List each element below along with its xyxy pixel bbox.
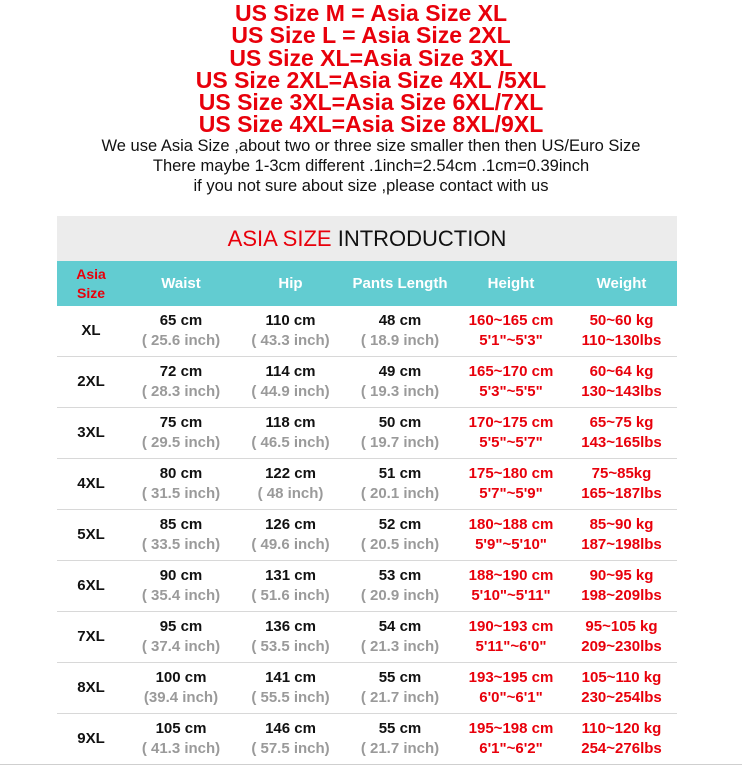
size-cell: 8XL — [57, 663, 125, 714]
pants-length-cell: 50 cm ( 19.7 inch) — [344, 408, 456, 459]
pants-length-cell: 53 cm ( 20.9 inch) — [344, 561, 456, 612]
hip-cell: 141 cm ( 55.5 inch) — [237, 663, 344, 714]
table-row — [57, 561, 677, 612]
header-height: Height — [456, 261, 566, 306]
waist-cell: 72 cm ( 28.3 inch) — [125, 357, 237, 408]
conversion-line: US Size XL=Asia Size 3XL — [229, 44, 513, 71]
header-asia-line2: Size — [76, 284, 105, 301]
header-hip: Hip — [237, 261, 344, 306]
header-asia-size — [57, 261, 125, 306]
weight-cell: 65~75 kg 143~165lbs — [566, 408, 677, 459]
table-row — [57, 408, 677, 459]
title-asia-size: ASIA SIZE — [227, 226, 332, 251]
pants-length-cell: 55 cm ( 21.7 inch) — [344, 714, 456, 765]
waist-cell: 85 cm ( 33.5 inch) — [125, 510, 237, 561]
note-line: We use Asia Size ,about two or three size smaller then then US/Euro Size — [101, 137, 641, 155]
pants-length-cell: 52 cm ( 20.5 inch) — [344, 510, 456, 561]
pants-length-cell: 55 cm ( 21.7 inch) — [344, 663, 456, 714]
hip-cell: 114 cm ( 44.9 inch) — [237, 357, 344, 408]
hip-cell: 136 cm ( 53.5 inch) — [237, 612, 344, 663]
height-cell: 180~188 cm 5'9"~5'10" — [456, 510, 566, 561]
pants-length-cell: 54 cm ( 21.3 inch) — [344, 612, 456, 663]
size-cell: 9XL — [57, 714, 125, 765]
size-chart-table — [57, 261, 677, 765]
table-row — [57, 459, 677, 510]
conversion-line: US Size 2XL=Asia Size 4XL /5XL — [195, 66, 547, 93]
table-row — [57, 663, 677, 714]
waist-cell: 95 cm ( 37.4 inch) — [125, 612, 237, 663]
header-waist: Waist — [125, 261, 237, 306]
weight-cell: 50~60 kg 110~130lbs — [566, 306, 677, 357]
hip-cell: 131 cm ( 51.6 inch) — [237, 561, 344, 612]
conversion-line: US Size M = Asia Size XL — [234, 0, 508, 26]
size-cell: XL — [57, 306, 125, 357]
header-row — [57, 261, 677, 306]
conversion-line: US Size 3XL=Asia Size 6XL/7XL — [198, 89, 544, 116]
height-cell: 190~193 cm 5'11"~6'0" — [456, 612, 566, 663]
waist-cell: 65 cm ( 25.6 inch) — [125, 306, 237, 357]
size-cell: 7XL — [57, 612, 125, 663]
height-cell: 188~190 cm 5'10"~5'11" — [456, 561, 566, 612]
size-conversion-list — [0, 2, 742, 136]
height-cell: 195~198 cm 6'1"~6'2" — [456, 714, 566, 765]
bottom-divider — [0, 764, 742, 765]
weight-cell: 90~95 kg 198~209lbs — [566, 561, 677, 612]
table-row — [57, 357, 677, 408]
table-row — [57, 510, 677, 561]
waist-cell: 90 cm ( 35.4 inch) — [125, 561, 237, 612]
conversion-line: US Size L = Asia Size 2XL — [231, 22, 511, 49]
weight-cell: 105~110 kg 230~254lbs — [566, 663, 677, 714]
hip-cell: 146 cm ( 57.5 inch) — [237, 714, 344, 765]
conversion-line: US Size 4XL=Asia Size 8XL/9XL — [198, 111, 544, 138]
table-row — [57, 714, 677, 765]
weight-cell: 75~85kg 165~187lbs — [566, 459, 677, 510]
pants-length-cell: 48 cm ( 18.9 inch) — [344, 306, 456, 357]
size-notes — [0, 136, 742, 196]
size-cell: 2XL — [57, 357, 125, 408]
hip-cell: 122 cm ( 48 inch) — [237, 459, 344, 510]
hip-cell: 118 cm ( 46.5 inch) — [237, 408, 344, 459]
table-row — [57, 612, 677, 663]
waist-cell: 105 cm ( 41.3 inch) — [125, 714, 237, 765]
height-cell: 175~180 cm 5'7"~5'9" — [456, 459, 566, 510]
size-cell: 6XL — [57, 561, 125, 612]
pants-length-cell: 51 cm ( 20.1 inch) — [344, 459, 456, 510]
hip-cell: 126 cm ( 49.6 inch) — [237, 510, 344, 561]
weight-cell: 110~120 kg 254~276lbs — [566, 714, 677, 765]
weight-cell: 85~90 kg 187~198lbs — [566, 510, 677, 561]
height-cell: 193~195 cm 6'0"~6'1" — [456, 663, 566, 714]
hip-cell: 110 cm ( 43.3 inch) — [237, 306, 344, 357]
weight-cell: 60~64 kg 130~143lbs — [566, 357, 677, 408]
waist-cell: 100 cm (39.4 inch) — [125, 663, 237, 714]
table-row — [57, 306, 677, 357]
title-introduction: INTRODUCTION — [337, 226, 507, 251]
size-cell: 3XL — [57, 408, 125, 459]
header-asia-line1: Asia — [76, 265, 106, 282]
table-title — [57, 216, 677, 261]
header-weight: Weight — [566, 261, 677, 306]
note-line: if you not sure about size ,please contact with us — [193, 177, 549, 195]
pants-length-cell: 49 cm ( 19.3 inch) — [344, 357, 456, 408]
header-pants-length: Pants Length — [344, 261, 456, 306]
size-cell: 5XL — [57, 510, 125, 561]
size-cell: 4XL — [57, 459, 125, 510]
note-line: There maybe 1-3cm different .1inch=2.54cm .1cm=0.39inch — [152, 157, 590, 175]
weight-cell: 95~105 kg 209~230lbs — [566, 612, 677, 663]
height-cell: 160~165 cm 5'1"~5'3" — [456, 306, 566, 357]
height-cell: 165~170 cm 5'3"~5'5" — [456, 357, 566, 408]
height-cell: 170~175 cm 5'5"~5'7" — [456, 408, 566, 459]
waist-cell: 80 cm ( 31.5 inch) — [125, 459, 237, 510]
waist-cell: 75 cm ( 29.5 inch) — [125, 408, 237, 459]
